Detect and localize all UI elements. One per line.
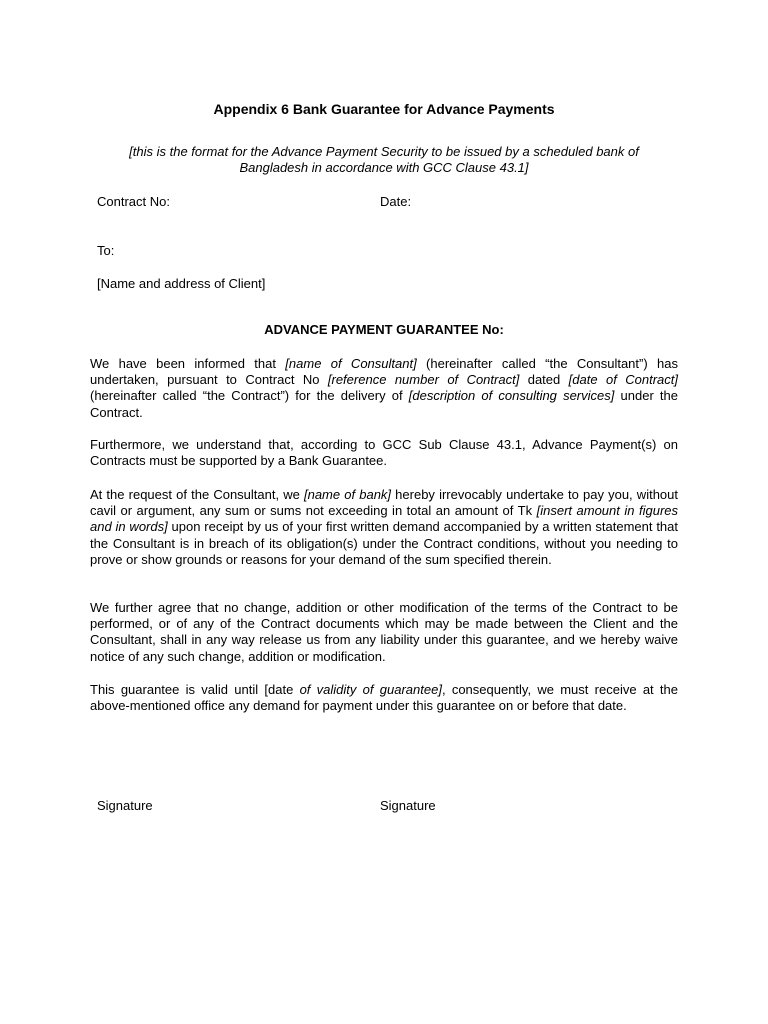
contract-no-label: Contract No: [97, 194, 170, 209]
placeholder-consultant: [name of Consultant] [285, 356, 417, 371]
placeholder-contract-date: [date of Contract] [568, 372, 678, 388]
paragraph-text: upon receipt by us of your first written demand accompanied by a written statement that the Consultant is in breach of its obligation(s) under the Contract conditions, without you needing to prove or show grounds or reasons for your demand of the sum specified therein. [90, 519, 679, 567]
placeholder-date-prefix: [date [264, 682, 300, 697]
signature-left: Signature [97, 798, 153, 813]
paragraph-request [90, 487, 678, 568]
to-label: To: [97, 243, 115, 258]
paragraph-text: We have been informed that [90, 356, 286, 371]
paragraph-text: This guarantee is valid until [90, 682, 265, 697]
paragraph-text: under the Contract. [90, 388, 679, 420]
client-placeholder: [Name and address of Client] [97, 276, 266, 291]
paragraph-text: hereby irrevocably undertake to pay you, without cavil or argument, any sum or sums not exceeding in total an amount of Tk [90, 487, 679, 519]
placeholder-services: [description of consulting services] [408, 388, 615, 404]
paragraph-text: dated [519, 372, 569, 388]
placeholder-contract-ref: [reference number of Contract] [327, 372, 520, 388]
paragraph-furthermore: Furthermore, we understand that, according to GCC Sub Clause 43.1, Advance Payment(s) on Contracts must be supported by a Bank Guarantee. [90, 437, 678, 469]
paragraph-text: (hereinafter called “the Consultant”) has undertaken, pursuant to Contract No [90, 356, 678, 388]
paragraph-text: , consequently, we must receive at the above-mentioned office any demand for payment under this guarantee on or before that date. [90, 682, 678, 714]
placeholder-bank: [name of bank] [303, 487, 392, 502]
signature-right: Signature [380, 798, 436, 813]
paragraph-text: At the request of the Consultant, we [90, 487, 304, 502]
paragraph-text: (hereinafter called “the Contract”) for the delivery of [90, 388, 409, 404]
document-title: Appendix 6 Bank Guarantee for Advance Payments [213, 101, 555, 117]
format-note: [this is the format for the Advance Payment Security to be issued by a scheduled bank of Bangladesh in accordance with GCC Clause 43.1] [129, 144, 639, 175]
paragraph-informed [90, 356, 678, 421]
date-label: Date: [380, 194, 412, 209]
placeholder-amount: [insert amount in figures and in words] [90, 503, 679, 535]
placeholder-validity: of validity of guarantee] [299, 682, 442, 697]
guarantee-heading: ADVANCE PAYMENT GUARANTEE No: [264, 322, 504, 337]
paragraph-agree: We further agree that no change, addition or other modification of the terms of the Contract to be performed, or of any of the Contract documents which may be made between the Client and the Consultant, shall in any way release us from any liability under this guarantee, and we hereby waive notice of any such change, addition or modification. [90, 600, 678, 664]
paragraph-validity [90, 682, 678, 714]
